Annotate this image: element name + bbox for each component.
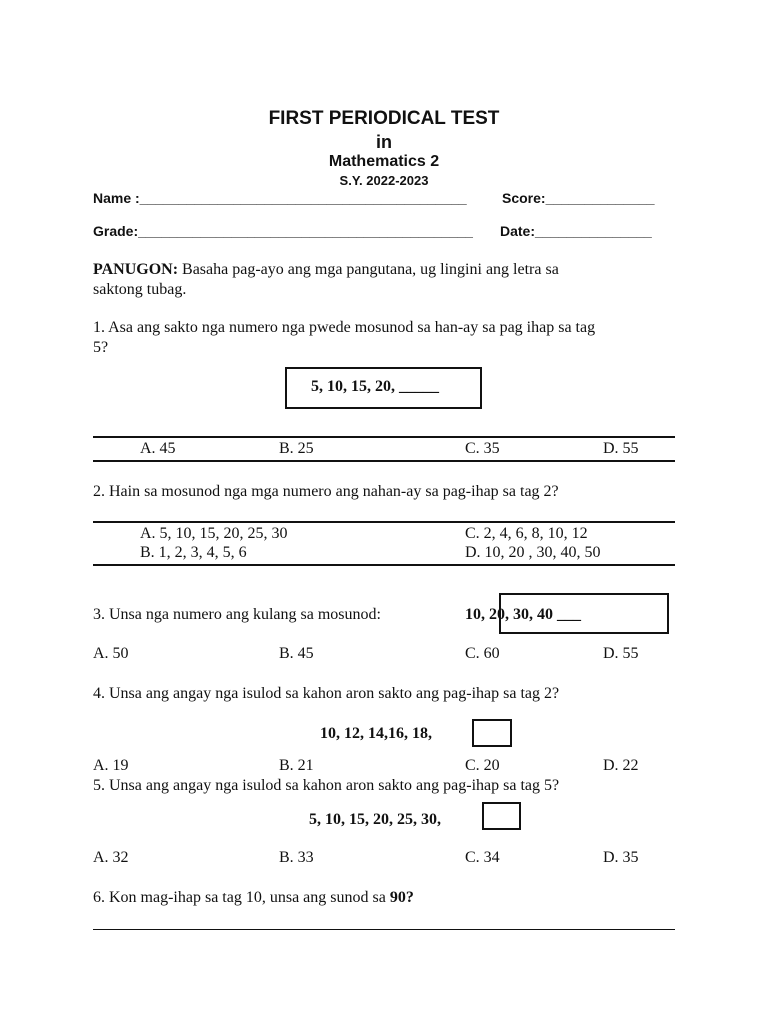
question-1-text-cont: 5? xyxy=(93,339,109,356)
question-2-choice-a[interactable]: A. 5, 10, 15, 20, 25, 30 xyxy=(140,525,288,542)
question-1-sequence: 5, 10, 15, 20, _____ xyxy=(311,378,439,395)
divider xyxy=(93,436,675,438)
question-2-choice-d[interactable]: D. 10, 20 , 30, 40, 50 xyxy=(465,544,601,561)
question-2-text: 2. Hain sa mosunod nga mga numero ang nahan-ay sa pag-ihap sa tag 2? xyxy=(93,483,559,500)
date-field[interactable]: Date:_______________ xyxy=(500,223,652,239)
instructions-label: PANUGON: xyxy=(93,261,179,278)
question-1-text: 1. Asa ang sakto nga numero nga pwede mosunod sa han-ay sa pag ihap sa tag xyxy=(93,319,596,336)
question-4-choice-d[interactable]: D. 22 xyxy=(603,757,639,774)
question-1-choice-c[interactable]: C. 35 xyxy=(465,440,500,457)
question-6-text xyxy=(93,889,414,907)
school-year: S.Y. 2022-2023 xyxy=(339,173,429,188)
question-1-choice-b[interactable]: B. 25 xyxy=(279,440,314,457)
question-6-highlight: 90? xyxy=(389,889,414,906)
question-5-choice-d[interactable]: D. 35 xyxy=(603,849,639,866)
question-5-choice-a[interactable]: A. 32 xyxy=(93,849,129,866)
instructions-line-1 xyxy=(93,261,559,279)
title-in: in xyxy=(376,132,392,152)
name-field[interactable]: Name :__________________________________________ xyxy=(93,190,467,206)
question-1-choice-a[interactable]: A. 45 xyxy=(140,440,176,457)
question-4-choice-a[interactable]: A. 19 xyxy=(93,757,129,774)
score-field[interactable]: Score:______________ xyxy=(502,190,655,206)
instructions-text: Basaha pag-ayo ang mga pangutana, ug lingini ang letra sa xyxy=(178,261,559,278)
grade-field[interactable]: Grade:___________________________________________ xyxy=(93,223,473,239)
question-5-sequence: 5, 10, 15, 20, 25, 30, xyxy=(309,811,441,828)
question-5-choice-b[interactable]: B. 33 xyxy=(279,849,314,866)
subject-title: Mathematics 2 xyxy=(328,153,440,170)
question-5-choice-c[interactable]: C. 34 xyxy=(465,849,500,866)
question-2-choice-c[interactable]: C. 2, 4, 6, 8, 10, 12 xyxy=(465,525,588,542)
question-5-text: 5. Unsa ang angay nga isulod sa kahon aron sakto ang pag-ihap sa tag 5? xyxy=(93,777,560,794)
question-4-text: 4. Unsa ang angay nga isulod sa kahon aron sakto ang pag-ihap sa tag 2? xyxy=(93,685,560,702)
question-4-choice-b[interactable]: B. 21 xyxy=(279,757,314,774)
question-2-choice-b[interactable]: B. 1, 2, 3, 4, 5, 6 xyxy=(140,544,247,561)
page-title: FIRST PERIODICAL TEST xyxy=(268,108,500,129)
question-6-prompt: 6. Kon mag-ihap sa tag 10, unsa ang sunod sa xyxy=(93,889,390,906)
question-3-choice-c[interactable]: C. 60 xyxy=(465,645,500,662)
question-3-sequence: 10, 20, 30, 40 ___ xyxy=(465,606,581,623)
question-1-choice-d[interactable]: D. 55 xyxy=(603,440,639,457)
question-3-choice-a[interactable]: A. 50 xyxy=(93,645,129,662)
divider xyxy=(93,521,675,523)
question-5-answer-box[interactable] xyxy=(482,802,521,830)
question-3-choice-b[interactable]: B. 45 xyxy=(279,645,314,662)
question-3-sequence-box xyxy=(499,593,669,634)
instructions-line-2: saktong tubag. xyxy=(93,281,187,298)
question-4-choice-c[interactable]: C. 20 xyxy=(465,757,500,774)
question-3-choice-d[interactable]: D. 55 xyxy=(603,645,639,662)
question-4-sequence: 10, 12, 14,16, 18, xyxy=(320,725,432,742)
divider xyxy=(93,460,675,462)
divider xyxy=(93,564,675,566)
question-3-text: 3. Unsa nga numero ang kulang sa mosunod: xyxy=(93,606,381,623)
question-4-answer-box[interactable] xyxy=(472,719,512,747)
answer-line[interactable] xyxy=(93,929,675,930)
